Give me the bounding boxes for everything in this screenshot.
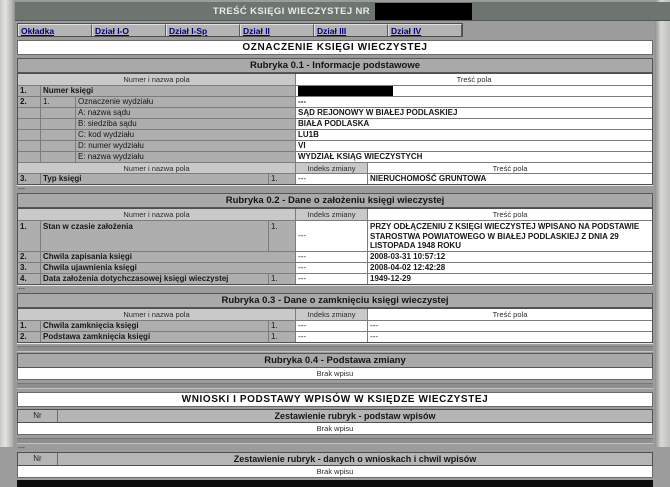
- row-number: [18, 152, 41, 162]
- nr-column-header: Nr: [18, 410, 58, 422]
- table-row: [18, 129, 652, 140]
- row-number: 2.: [18, 97, 41, 107]
- no-entry-status: Brak wpisu: [17, 466, 653, 478]
- table-row: [18, 96, 652, 107]
- sub-row-number: [41, 108, 76, 118]
- table-footnote: ---: [18, 285, 25, 293]
- field-value: 2008-04-02 12:42:28: [368, 263, 652, 273]
- field-value: PRZY ODŁĄCZENIU Z KSIĘGI WIECZYSTEJ WPISANO NA PODSTAWIE STAROSTWA POWIATOWEGO W BIAŁEJ PODLASKIEJ Z DNIA 29 LISTOPADA 1948 ROKU: [368, 221, 652, 251]
- field-value: BIAŁA PODLASKA: [296, 119, 652, 129]
- nr-column-header: Nr: [18, 453, 58, 465]
- col-header-content: Treść pola: [368, 163, 652, 173]
- rubryka-0-4-title: Rubryka 0.4 - Podstawa zmiany: [17, 353, 653, 368]
- sub-row-number: 1.: [41, 97, 76, 107]
- tab-dzial-2-label: Dział II: [243, 25, 270, 36]
- field-label: Oznaczenie wydziału: [76, 97, 296, 107]
- row-number: [18, 141, 41, 151]
- field-label: Numer księgi: [41, 86, 296, 96]
- redacted-register-number: [375, 3, 472, 20]
- field-value: 1949-12-29: [368, 274, 652, 284]
- sub-row-number: 1.: [269, 221, 296, 251]
- row-number: 1.: [18, 86, 41, 96]
- table-row: [18, 140, 652, 151]
- field-label: Data założenia dotychczasowej księgi wieczystej: [41, 274, 269, 284]
- field-value: LU1B: [296, 130, 652, 140]
- wnioski-heading: WNIOSKI I PODSTAWY WPISÓW W KSIĘDZE WIECZYSTEJ: [17, 392, 653, 407]
- row-number: [18, 130, 41, 140]
- field-value: ---: [368, 332, 652, 342]
- table-row: [18, 220, 652, 251]
- table-row: [18, 331, 652, 342]
- tab-okladka-label: Okładka: [21, 25, 55, 36]
- field-label: Typ księgi: [41, 174, 269, 184]
- field-label: A: nazwa sądu: [76, 108, 296, 118]
- sub-row-number: [41, 141, 76, 151]
- index-change-value: ---: [296, 252, 368, 262]
- tab-okladka[interactable]: [18, 24, 92, 36]
- table-row: [18, 273, 652, 284]
- col-header-index: Indeks zmiany: [296, 209, 368, 220]
- col-header-field: Numer i nazwa pola: [18, 163, 296, 173]
- row-number: [18, 119, 41, 129]
- zestawienie-1-header: [17, 409, 653, 423]
- sub-row-number: [41, 119, 76, 129]
- field-label: D: numer wydziału: [76, 141, 296, 151]
- field-label: Chwila zapisania księgi: [41, 252, 296, 262]
- field-value: 2008-03-31 10:57:12: [368, 252, 652, 262]
- table-row: [18, 251, 652, 262]
- rubryka-0-2-table: [17, 208, 653, 285]
- field-value: VI: [296, 141, 652, 151]
- row-number: 1.: [18, 321, 41, 331]
- window-edge-right: [655, 0, 670, 447]
- field-value: ---: [368, 321, 652, 331]
- column-header-row: [18, 209, 652, 220]
- tab-dzial-4-label: Dział IV: [391, 25, 422, 36]
- tab-dzial-3[interactable]: [314, 24, 388, 36]
- index-change-value: ---: [296, 221, 368, 251]
- col-header-content: Treść pola: [368, 309, 652, 320]
- zestawienie-2-title: Zestawienie rubryk - danych o wnioskach i chwil wpisów: [233, 453, 477, 464]
- zestawienie-1-title: Zestawienie rubryk - podstaw wpisów: [274, 410, 436, 421]
- col-header-field: Numer i nazwa pola: [18, 74, 296, 85]
- no-entry-status: Brak wpisu: [17, 423, 653, 435]
- index-change-value: ---: [296, 174, 368, 184]
- sub-row-number: [41, 152, 76, 162]
- field-value: WYDZIAŁ KSIĄG WIECZYSTYCH: [296, 152, 652, 162]
- col-header-index: Indeks zmiany: [296, 309, 368, 320]
- table-row: [18, 151, 652, 162]
- section-tab-bar: [17, 23, 463, 37]
- field-value: ---: [296, 97, 652, 107]
- row-number: 3.: [18, 174, 41, 184]
- register-document: [17, 23, 653, 487]
- table-footnote: ---: [18, 444, 25, 452]
- index-change-value: ---: [296, 274, 368, 284]
- tab-dzial-3-label: Dział III: [317, 25, 347, 36]
- rubryka-0-3-table: [17, 308, 653, 343]
- tab-dzial-4[interactable]: [388, 24, 462, 36]
- col-header-field: Numer i nazwa pola: [18, 209, 296, 220]
- tab-dzial-1sp-label: Dział I-Sp: [169, 25, 208, 36]
- row-number: 2.: [18, 332, 41, 342]
- field-label: Chwila zamknięcia księgi: [41, 321, 269, 331]
- field-label: Stan w czasie założenia: [41, 221, 269, 251]
- sub-row-number: 1.: [269, 174, 296, 184]
- column-header-row: [18, 309, 652, 320]
- row-number: [18, 108, 41, 118]
- document-title-band: [15, 2, 670, 21]
- row-number: 4.: [18, 274, 41, 284]
- table-row: [18, 320, 652, 331]
- sub-row-number: [41, 130, 76, 140]
- no-entry-status: Brak wpisu: [17, 368, 653, 380]
- bottom-bar: [17, 480, 653, 487]
- column-header-row: [18, 74, 652, 85]
- field-label: B: siedziba sądu: [76, 119, 296, 129]
- rubryka-0-2-title: Rubryka 0.2 - Dane o założeniu księgi wieczystej: [17, 193, 653, 208]
- field-value: SĄD REJONOWY W BIAŁEJ PODLASKIEJ: [296, 108, 652, 118]
- table-row: [18, 85, 652, 96]
- row-number: 3.: [18, 263, 41, 273]
- document-title: TREŚĆ KSIĘGI WIECZYSTEJ NR: [212, 5, 371, 17]
- col-header-content: Treść pola: [296, 74, 652, 85]
- section-separator: [17, 346, 653, 352]
- table-row: [18, 107, 652, 118]
- col-header-index: Indeks zmiany: [296, 163, 368, 173]
- window-edge-left: [0, 0, 15, 447]
- field-value: NIERUCHOMOŚĆ GRUNTOWA: [368, 174, 652, 184]
- column-header-row: [18, 162, 652, 173]
- field-label: Chwila ujawnienia księgi: [41, 263, 296, 273]
- table-row: [18, 118, 652, 129]
- row-number: 1.: [18, 221, 41, 251]
- col-header-field: Numer i nazwa pola: [18, 309, 296, 320]
- rubryka-0-1-table: [17, 73, 653, 185]
- tab-dzial-2[interactable]: [240, 24, 314, 36]
- rubryka-0-3-title: Rubryka 0.3 - Dane o zamknięciu księgi wieczystej: [17, 293, 653, 308]
- field-label: C: kod wydziału: [76, 130, 296, 140]
- index-change-value: ---: [296, 321, 368, 331]
- row-number: 2.: [18, 252, 41, 262]
- field-label: E: nazwa wydziału: [76, 152, 296, 162]
- index-change-value: ---: [296, 332, 368, 342]
- tab-dzial-1sp[interactable]: [166, 24, 240, 36]
- zestawienie-2-header: [17, 452, 653, 466]
- sub-row-number: 1.: [269, 321, 296, 331]
- tab-dzial-1o[interactable]: [92, 24, 166, 36]
- main-heading: OZNACZENIE KSIĘGI WIECZYSTEJ: [17, 40, 653, 55]
- col-header-content: Treść pola: [368, 209, 652, 220]
- table-footnote: ---: [18, 186, 25, 193]
- section-separator: [17, 383, 653, 389]
- index-change-value: ---: [296, 263, 368, 273]
- redacted-value: [298, 86, 393, 96]
- sub-row-number: 1.: [269, 332, 296, 342]
- sub-row-number: 1.: [269, 274, 296, 284]
- rubryka-0-1-title: Rubryka 0.1 - Informacje podstawowe: [17, 58, 653, 73]
- table-row: [18, 173, 652, 184]
- field-label: Podstawa zamknięcia księgi: [41, 332, 269, 342]
- field-value: [296, 86, 652, 96]
- tab-dzial-1o-label: Dział I-O: [95, 25, 130, 36]
- table-row: [18, 262, 652, 273]
